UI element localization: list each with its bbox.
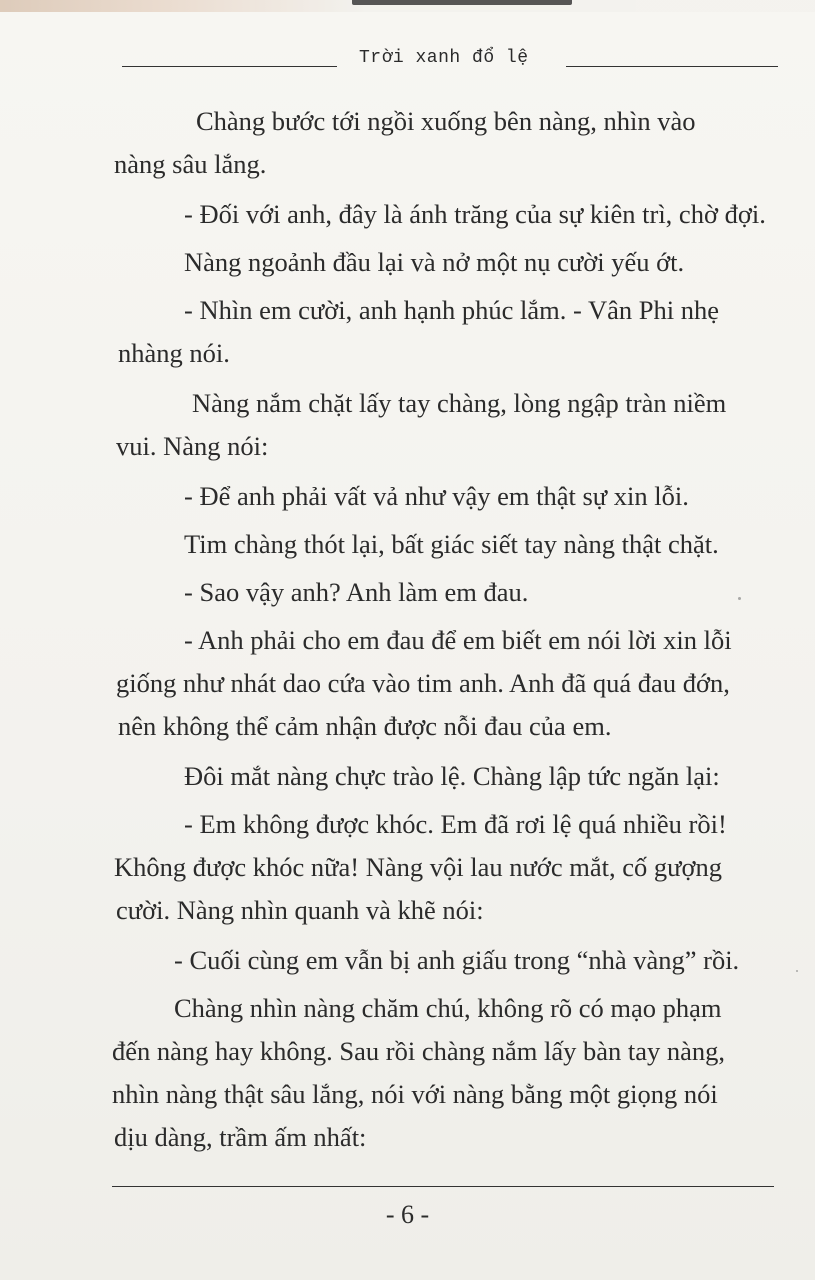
text-line: nàng sâu lắng. [114, 149, 267, 179]
page-number: - 6 - [385, 1200, 430, 1229]
text-line: - Đối với anh, đây là ánh trăng của sự kiên trì, chờ đợi. [184, 199, 766, 229]
paragraph [112, 614, 784, 748]
text-line: - Nhìn em cười, anh hạnh phúc lắm. - Vân Phi nhẹ [184, 295, 719, 325]
paragraph [112, 932, 784, 982]
text-line: nên không thể cảm nhận được nỗi đau của em. [118, 711, 612, 741]
text-line: Nàng ngoảnh đầu lại và nở một nụ cười yếu ớt. [184, 247, 685, 277]
text-line: - Để anh phải vất vả như vậy em thật sự xin lỗi. [184, 481, 689, 511]
text-line: Chàng bước tới ngồi xuống bên nàng, nhìn vào [196, 106, 696, 136]
top-edge-strip [0, 0, 815, 12]
text-line: giống như nhát dao cứa vào tim anh. Anh đã quá đau đớn, [116, 668, 730, 698]
text-line: Chàng nhìn nàng chăm chú, không rõ có mạo phạm [174, 993, 722, 1023]
text-line: Đôi mắt nàng chực trào lệ. Chàng lập tức ngăn lại: [184, 761, 720, 791]
running-header-title: Trời xanh đổ lệ [359, 48, 529, 68]
text-line: - Anh phải cho em đau để em biết em nói lời xin lỗi [184, 625, 732, 655]
paragraph [112, 518, 784, 566]
text-line: cười. Nàng nhìn quanh và khẽ nói: [116, 895, 484, 925]
paragraph [112, 468, 784, 518]
paragraph [112, 186, 784, 236]
paragraph [112, 566, 784, 614]
text-line: Nàng nắm chặt lấy tay chàng, lòng ngập tràn niềm [192, 388, 727, 418]
paragraph [112, 100, 784, 186]
paragraph [112, 236, 784, 284]
paragraph [112, 284, 784, 375]
text-line: đến nàng hay không. Sau rồi chàng nắm lấy bàn tay nàng, [112, 1036, 726, 1066]
text-line: - Em không được khóc. Em đã rơi lệ quá nhiều rồi! [184, 809, 727, 839]
text-line: dịu dàng, trầm ấm nhất: [114, 1122, 367, 1152]
paragraph [112, 375, 784, 468]
text-line: - Cuối cùng em vẫn bị anh giấu trong “nhà vàng” rồi. [174, 945, 740, 975]
text-line: nhìn nàng thật sâu lắng, nói với nàng bằng một giọng nói [112, 1079, 718, 1109]
paper-speck [738, 597, 741, 600]
header-rule-right [566, 66, 778, 67]
text-line: - Sao vậy anh? Anh làm em đau. [184, 577, 529, 607]
header-rule-left [122, 66, 337, 67]
running-header [122, 48, 780, 72]
text-line: Tim chàng thót lại, bất giác siết tay nàng thật chặt. [184, 529, 719, 559]
paragraph [112, 982, 784, 1159]
page-body [112, 100, 784, 1159]
text-line: vui. Nàng nói: [116, 431, 269, 461]
paragraph [112, 748, 784, 798]
paragraph [112, 798, 784, 932]
text-line: nhàng nói. [118, 338, 230, 368]
top-edge-dark-mark [352, 0, 572, 5]
text-line: Không được khóc nữa! Nàng vội lau nước mắt, cố gượng [114, 852, 723, 882]
paper-speck [796, 970, 798, 972]
footer-rule [112, 1186, 774, 1187]
